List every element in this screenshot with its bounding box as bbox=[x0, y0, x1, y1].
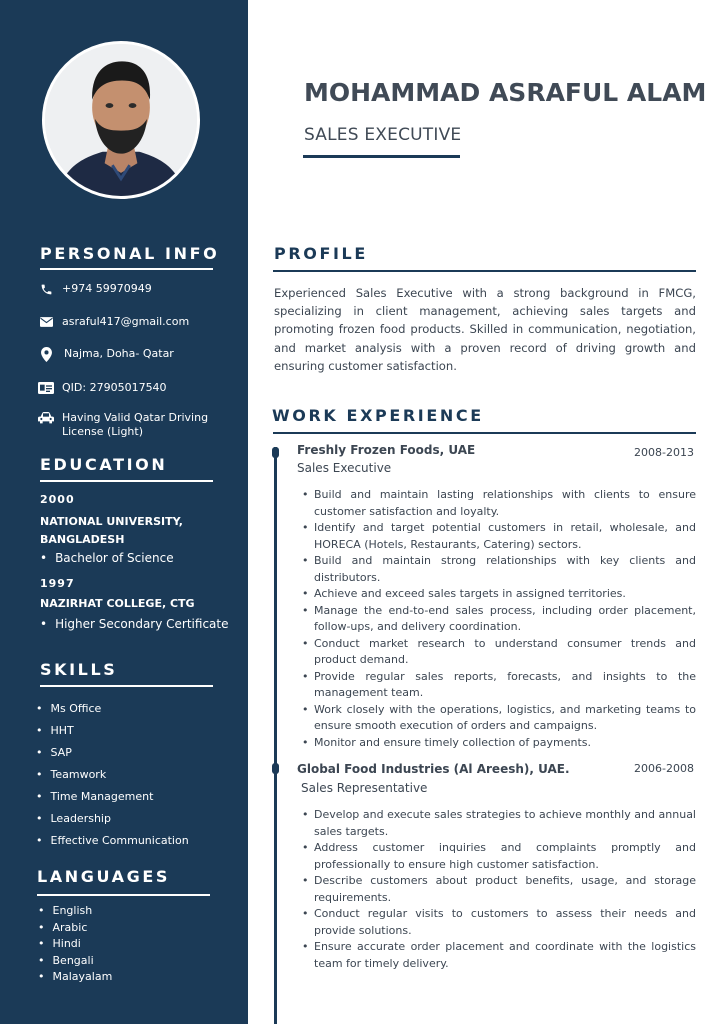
skill-item: • Leadership bbox=[36, 808, 189, 830]
job-dates: 2006-2008 bbox=[634, 762, 694, 775]
duty-item: • Conduct market research to understand consumer trends and product demand. bbox=[300, 636, 696, 669]
timeline-marker bbox=[272, 763, 279, 774]
education-school: NAZIRHAT COLLEGE, CTG bbox=[40, 597, 195, 610]
skill-item: • Time Management bbox=[36, 786, 189, 808]
work-experience-divider bbox=[273, 432, 696, 434]
skills-list bbox=[36, 698, 189, 852]
languages-list bbox=[38, 903, 112, 986]
profile-summary: Experienced Sales Executive with a strong background in FMCG, specializing in client management, achieving sales targets and promoting frozen food products. Skilled in communication, negotiation, and market analysis with a proven record of driving growth and ensuring customer satisfaction. bbox=[274, 286, 696, 373]
education-degree: • Higher Secondary Certificate bbox=[40, 617, 229, 631]
contact-phone bbox=[38, 282, 152, 296]
language-item: • Bengali bbox=[38, 953, 112, 970]
language-item: • Hindi bbox=[38, 936, 112, 953]
education-heading: EDUCATION bbox=[40, 455, 168, 474]
duty-item: • Develop and execute sales strategies to achieve monthly and annual sales targets. bbox=[300, 807, 696, 840]
job-dates: 2008-2013 bbox=[634, 446, 694, 459]
job-company: Freshly Frozen Foods, UAE bbox=[297, 443, 476, 457]
contact-qid bbox=[38, 381, 167, 395]
phone-icon bbox=[38, 282, 54, 296]
profile-divider bbox=[273, 270, 696, 272]
education-degree: • Bachelor of Science bbox=[40, 551, 174, 565]
skills-divider bbox=[40, 685, 213, 687]
duty-item: • Conduct regular visits to customers to assess their needs and provide solutions. bbox=[300, 906, 696, 939]
duty-item: • Monitor and ensure timely collection of payments. bbox=[300, 735, 696, 752]
qid-text: QID: 27905017540 bbox=[62, 381, 167, 394]
job-title: SALES EXECUTIVE bbox=[304, 125, 462, 145]
skill-item: • SAP bbox=[36, 742, 189, 764]
title-underline bbox=[303, 155, 460, 158]
candidate-name: MOHAMMAD ASRAFUL ALAM bbox=[304, 78, 707, 107]
languages-heading: LANGUAGES bbox=[37, 867, 170, 886]
car-icon bbox=[38, 411, 54, 425]
education-year: 2000 bbox=[40, 493, 75, 506]
duty-item: • Ensure accurate order placement and coordinate with the logistics team for timely delivery. bbox=[300, 939, 696, 972]
contact-email bbox=[38, 315, 189, 329]
duty-item: • Describe customers about product benefits, usage, and storage requirements. bbox=[300, 873, 696, 906]
language-item: • Arabic bbox=[38, 920, 112, 937]
location-pin-icon bbox=[38, 347, 54, 361]
duty-item: • Work closely with the operations, logistics, and marketing teams to ensure smooth execution of orders and campaigns. bbox=[300, 702, 696, 735]
envelope-icon bbox=[38, 315, 54, 329]
skill-item: • Effective Communication bbox=[36, 830, 189, 852]
portrait-image bbox=[45, 44, 197, 196]
duty-item: • Manage the end-to-end sales process, including order placement, follow-ups, and delivery coordination. bbox=[300, 603, 696, 636]
languages-divider bbox=[37, 894, 210, 896]
personal-info-divider bbox=[40, 268, 213, 270]
duty-item: • Achieve and exceed sales targets in assigned territories. bbox=[300, 586, 696, 603]
education-divider bbox=[40, 480, 213, 482]
work-experience-heading: WORK EXPERIENCE bbox=[272, 406, 484, 425]
skill-item: • Ms Office bbox=[36, 698, 189, 720]
duty-item: • Provide regular sales reports, forecasts, and insights to the management team. bbox=[300, 669, 696, 702]
sidebar bbox=[0, 0, 248, 1024]
language-item: • Malayalam bbox=[38, 969, 112, 986]
duty-item: • Address customer inquiries and complaints promptly and professionally to ensure high customer satisfaction. bbox=[300, 840, 696, 873]
duty-item: • Identify and target potential customers in retail, wholesale, and HORECA (Hotels, Restaurants, Catering) sectors. bbox=[300, 520, 696, 553]
education-school-line-1: NATIONAL UNIVERSITY, bbox=[40, 515, 183, 528]
license-line-2: License (Light) bbox=[62, 425, 144, 438]
profile-heading: PROFILE bbox=[274, 244, 368, 263]
location-text: Najma, Doha- Qatar bbox=[64, 347, 174, 360]
job-duties-list bbox=[300, 807, 696, 972]
skills-heading: SKILLS bbox=[40, 660, 118, 679]
license-text bbox=[62, 411, 208, 439]
email-text: asraful417@gmail.com bbox=[62, 315, 190, 328]
personal-info-heading: PERSONAL INFO bbox=[40, 244, 220, 263]
education-school bbox=[40, 513, 220, 549]
job-role: Sales Executive bbox=[297, 461, 392, 475]
job-role: Sales Representative bbox=[301, 781, 428, 795]
skill-item: • Teamwork bbox=[36, 764, 189, 786]
job-duties-list bbox=[300, 487, 696, 751]
contact-location bbox=[38, 347, 174, 361]
duty-item: • Build and maintain lasting relationships with clients to ensure customer satisfaction and loyalty. bbox=[300, 487, 696, 520]
timeline-marker bbox=[272, 447, 279, 458]
education-year: 1997 bbox=[40, 577, 75, 590]
job-company: Global Food Industries (Al Areesh), UAE. bbox=[297, 762, 570, 776]
id-card-icon bbox=[38, 381, 54, 395]
skill-item: • HHT bbox=[36, 720, 189, 742]
contact-license bbox=[38, 411, 208, 439]
language-item: • English bbox=[38, 903, 112, 920]
education-school-line-2: BANGLADESH bbox=[40, 533, 125, 546]
duty-item: • Build and maintain strong relationships with key clients and distributors. bbox=[300, 553, 696, 586]
phone-text: +974 59970949 bbox=[62, 282, 152, 295]
timeline-line bbox=[274, 447, 277, 1024]
license-line-1: Having Valid Qatar Driving bbox=[62, 411, 209, 424]
profile-photo bbox=[42, 41, 200, 199]
